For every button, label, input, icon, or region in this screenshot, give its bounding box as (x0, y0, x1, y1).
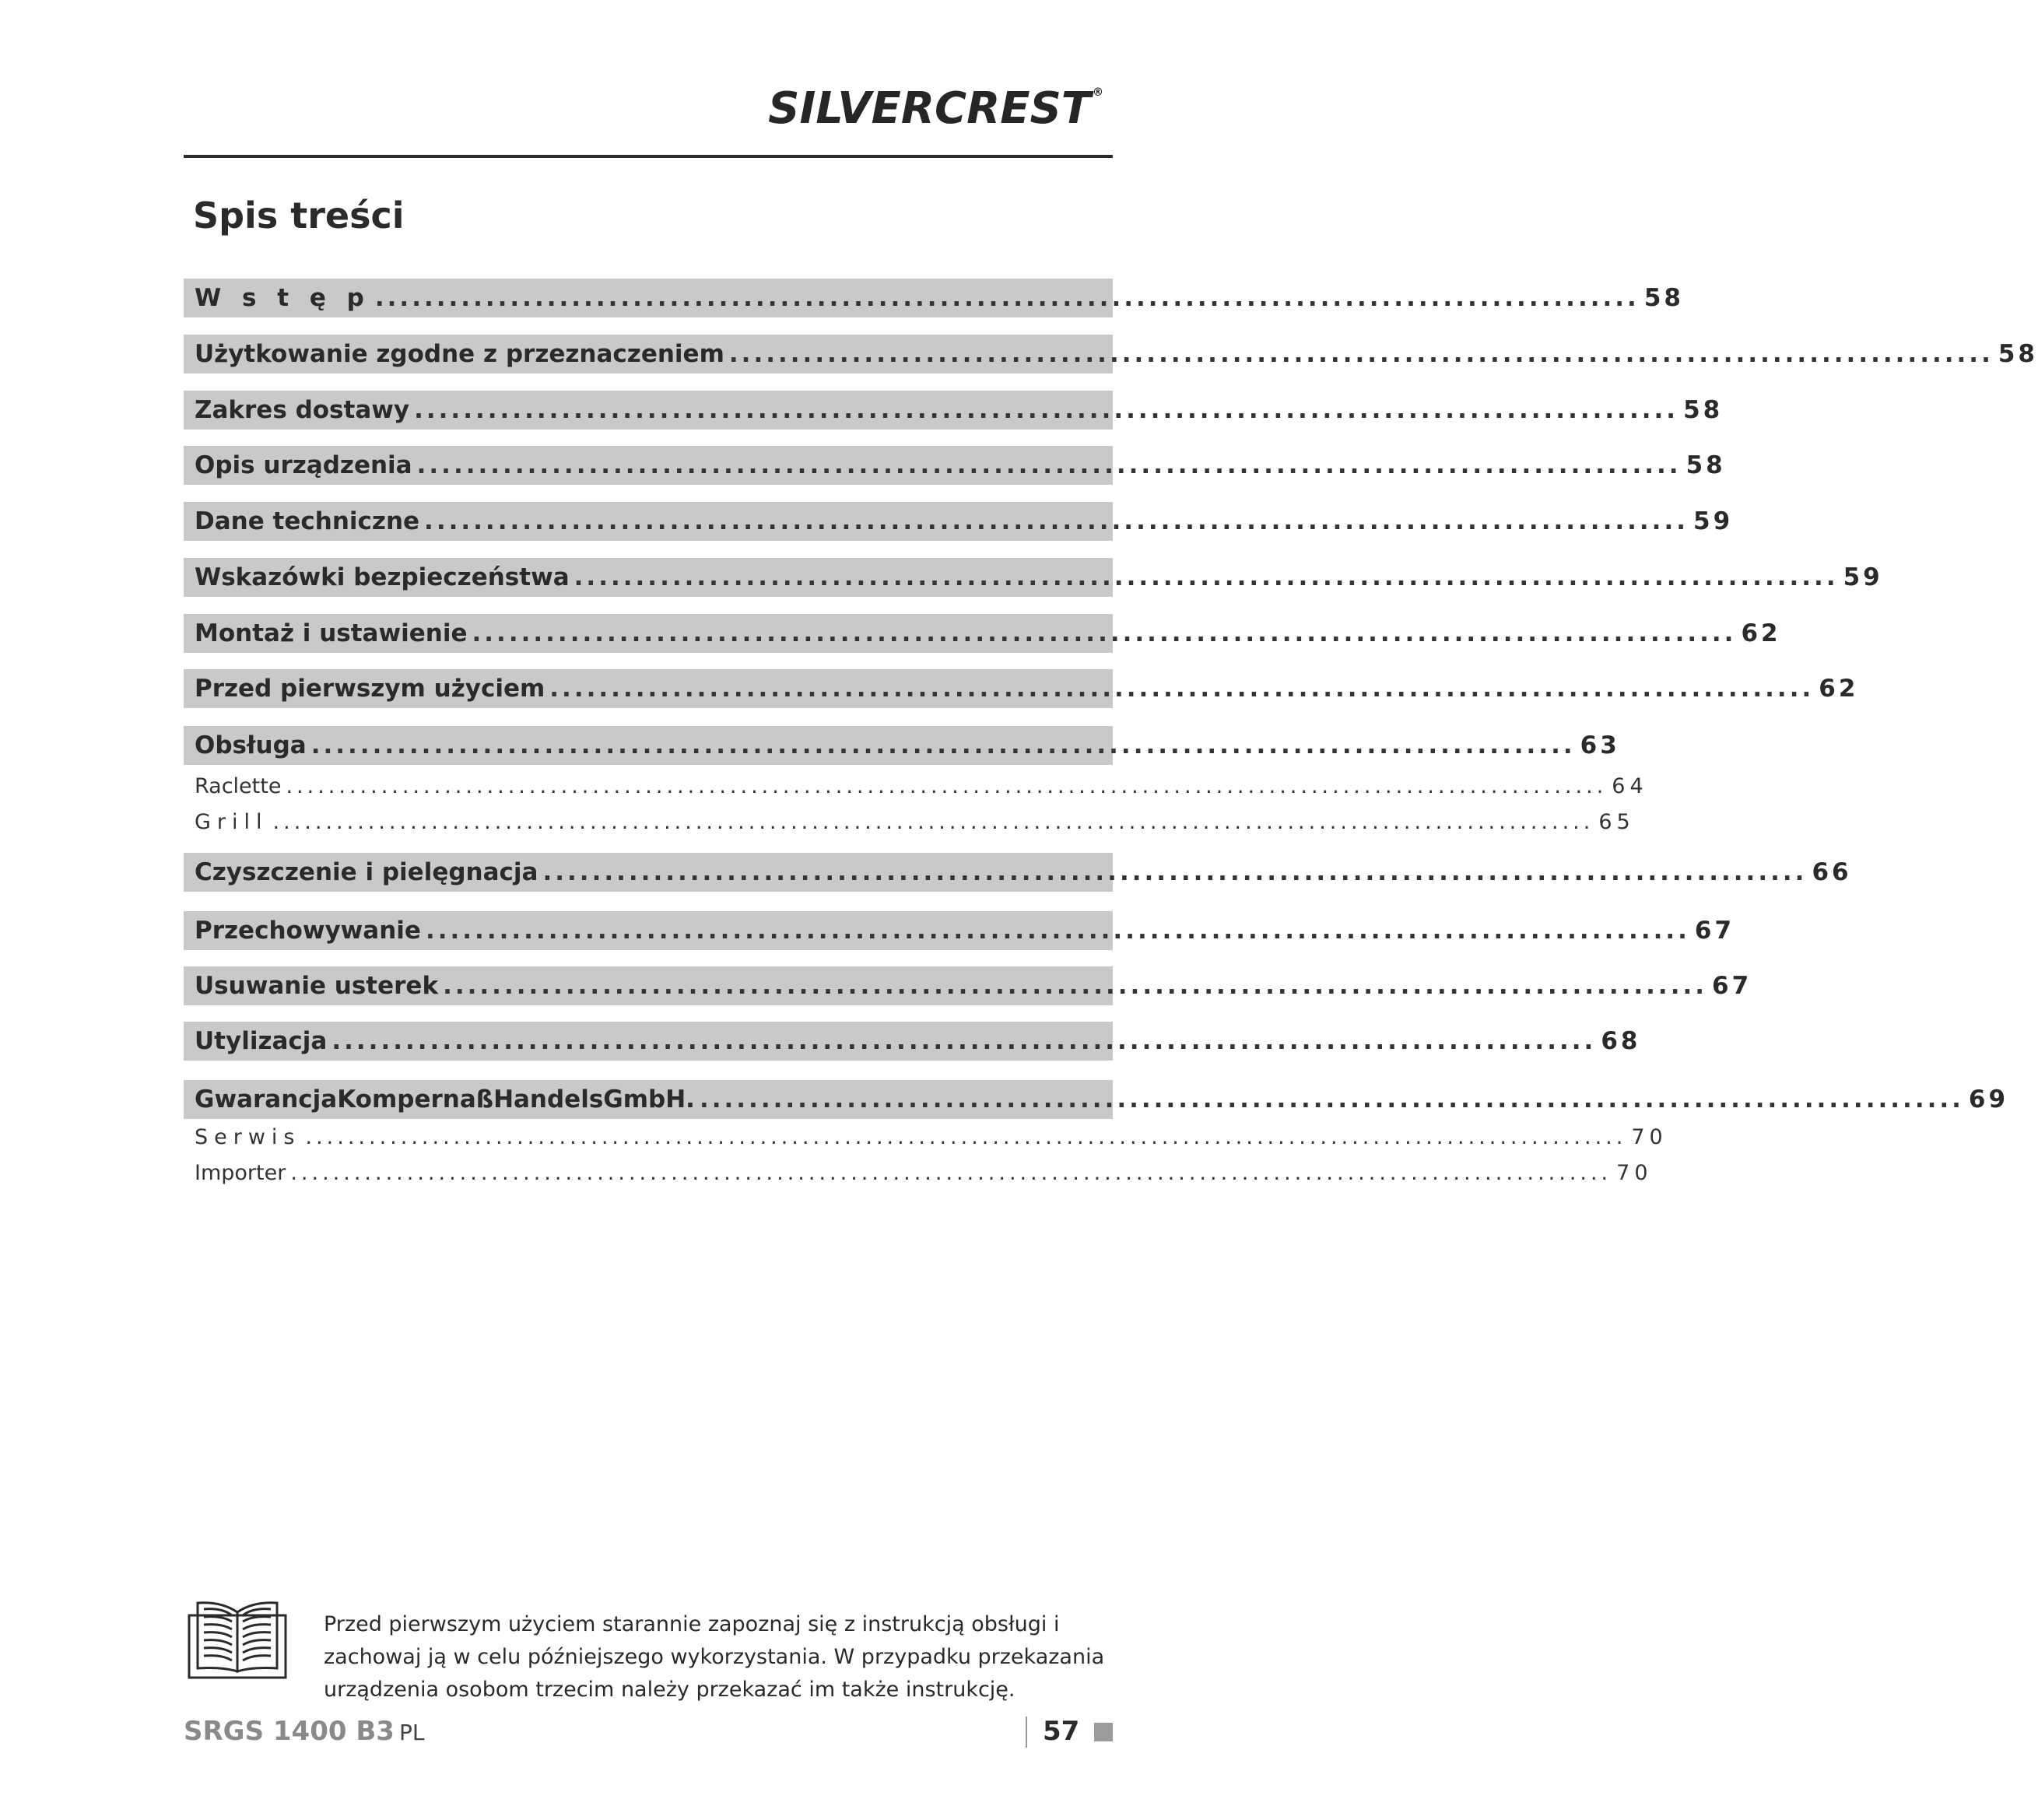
toc-entry-page: 62 (1819, 675, 1859, 703)
notice-text: Przed pierwszym użyciem starannie zapoznaj się z instrukcją obsługi i zachowaj ją w celu późniejszego wykorzystania. W przypadku przekazania urządzenia osobom trzecim należy przekazać im także instrukcję. (324, 1612, 1105, 1702)
toc-entry-page: 67 (1712, 972, 1752, 1000)
toc-entry-label: Wskazówki bezpieczeństwa (195, 563, 570, 591)
toc-entry-label: Utylizacja (195, 1027, 328, 1055)
toc-entry-montaz[interactable] (184, 614, 1781, 653)
toc-subentry-page: 65 (1598, 809, 1635, 834)
toc-entry-uzytkowanie[interactable] (184, 335, 2038, 373)
toc-leader-dots: ....................................................................................................... (549, 675, 1815, 703)
toc-entry-gwarancja[interactable] (184, 1080, 2009, 1119)
toc-entry-page: 59 (1693, 507, 1734, 535)
toc-entry-page: 69 (1968, 1085, 2009, 1113)
toc-title: Spis treści (193, 195, 405, 237)
toc-entry-label: Opis urządzenia (195, 451, 412, 479)
toc-entry-label: Montaż i ustawienie (195, 619, 468, 647)
toc-entry-label: Obsługa (195, 731, 307, 759)
toc-subentry-raclette[interactable] (184, 772, 1648, 800)
registered-mark: ® (1093, 86, 1103, 99)
footer-separator (1026, 1717, 1027, 1748)
toc-entry-przechowywanie[interactable] (184, 911, 1735, 950)
toc-entry-czyszczenie[interactable] (184, 853, 1852, 892)
page-number: 57 (1043, 1716, 1080, 1747)
toc-leader-dots: ....................................................................................................... (414, 396, 1679, 424)
square-icon (1094, 1723, 1113, 1741)
toc-leader-dots: ............................................................................................................................. (290, 1160, 1612, 1185)
toc-entry-obsluga[interactable] (184, 726, 1620, 765)
toc-leader-dots: ....................................................................................................... (310, 731, 1576, 759)
toc-leader-dots: ....................................................................................................... (331, 1027, 1597, 1055)
language-code: PL (398, 1720, 425, 1745)
toc-entry-label: Przed pierwszym użyciem (195, 675, 545, 703)
toc-entry-page: 67 (1694, 917, 1735, 945)
toc-subentry-serwis[interactable] (184, 1123, 1668, 1151)
toc-entry-przed-pierwszym-uzyciem[interactable] (184, 669, 1859, 708)
toc-entry-page: 63 (1580, 731, 1620, 759)
toc-entry-page: 59 (1843, 563, 1883, 591)
open-book-icon (187, 1595, 288, 1681)
toc-entry-page: 58 (1643, 284, 1684, 312)
toc-entry-label: Czyszczenie i pielęgnacja (195, 858, 538, 886)
toc-subentry-label: Raclette (195, 773, 282, 798)
toc-leader-dots: ....................................................................................................... (424, 507, 1689, 535)
toc-entry-opis-urzadzenia[interactable] (184, 446, 1726, 485)
toc-entry-label: Zakres dostawy (195, 396, 410, 424)
header-rule (184, 155, 1113, 158)
toc-entry-page: 58 (1998, 340, 2038, 368)
toc-leader-dots: ....................................................................................................... (425, 917, 1690, 945)
toc-leader-dots: ............................................................................................................................. (286, 773, 1608, 798)
brand-logo (768, 83, 1103, 134)
toc-subentry-label: Importer (195, 1160, 286, 1185)
toc-entry-usuwanie-usterek[interactable] (184, 966, 1752, 1005)
toc-entry-label: Usuwanie usterek (195, 972, 439, 1000)
toc-leader-dots: ....................................................................................................... (443, 972, 1708, 1000)
toc-leader-dots: ....................................................................................................... (542, 858, 1808, 886)
model-number: SRGS 1400 B3 (184, 1716, 395, 1747)
toc-leader-dots: ............................................................................................................................. (305, 1124, 1627, 1149)
toc-subentry-page: 64 (1612, 773, 1648, 798)
toc-subentry-page: 70 (1631, 1124, 1668, 1149)
toc-entry-wskazowki-bezpieczenstwa[interactable] (184, 558, 1883, 597)
toc-subentry-page: 70 (1616, 1160, 1653, 1185)
toc-entry-label: Użytkowanie zgodne z przeznaczeniem (195, 340, 724, 368)
toc-leader-dots: ............................................................................................................................. (272, 809, 1594, 834)
toc-entry-wstep[interactable] (184, 279, 1684, 317)
toc-entry-page: 66 (1812, 858, 1852, 886)
toc-leader-dots: ....................................................................................................... (374, 284, 1640, 312)
footer-model (184, 1716, 424, 1747)
toc-entry-dane-techniczne[interactable] (184, 502, 1734, 541)
toc-entry-utylizacja[interactable] (184, 1022, 1641, 1061)
toc-subentry-label: Serwis (195, 1124, 301, 1149)
toc-entry-label: Dane techniczne (195, 507, 420, 535)
toc-entry-label: Przechowywanie (195, 917, 421, 945)
toc-leader-dots: ....................................................................................................... (472, 619, 1737, 647)
toc-entry-page: 58 (1685, 451, 1726, 479)
brand-name: SILVERCREST (768, 83, 1091, 134)
toc-leader-dots: ....................................................................................................... (699, 1085, 1964, 1113)
toc-leader-dots: ....................................................................................................... (574, 563, 1839, 591)
toc-subentry-label: Grill (195, 809, 268, 834)
toc-subentry-importer[interactable] (184, 1159, 1653, 1187)
toc-entry-page: 58 (1683, 396, 1724, 424)
toc-leader-dots: ....................................................................................................... (416, 451, 1682, 479)
toc-subentry-grill[interactable] (184, 808, 1635, 836)
toc-entry-page: 68 (1601, 1027, 1641, 1055)
toc-entry-label: W s t ę p (195, 284, 370, 312)
toc-entry-label: GwarancjaKompernaßHandelsGmbH. (195, 1085, 695, 1113)
toc-leader-dots: ....................................................................................................... (728, 340, 1994, 368)
toc-entry-zakres-dostawy[interactable] (184, 391, 1724, 430)
toc-entry-page: 62 (1741, 619, 1781, 647)
